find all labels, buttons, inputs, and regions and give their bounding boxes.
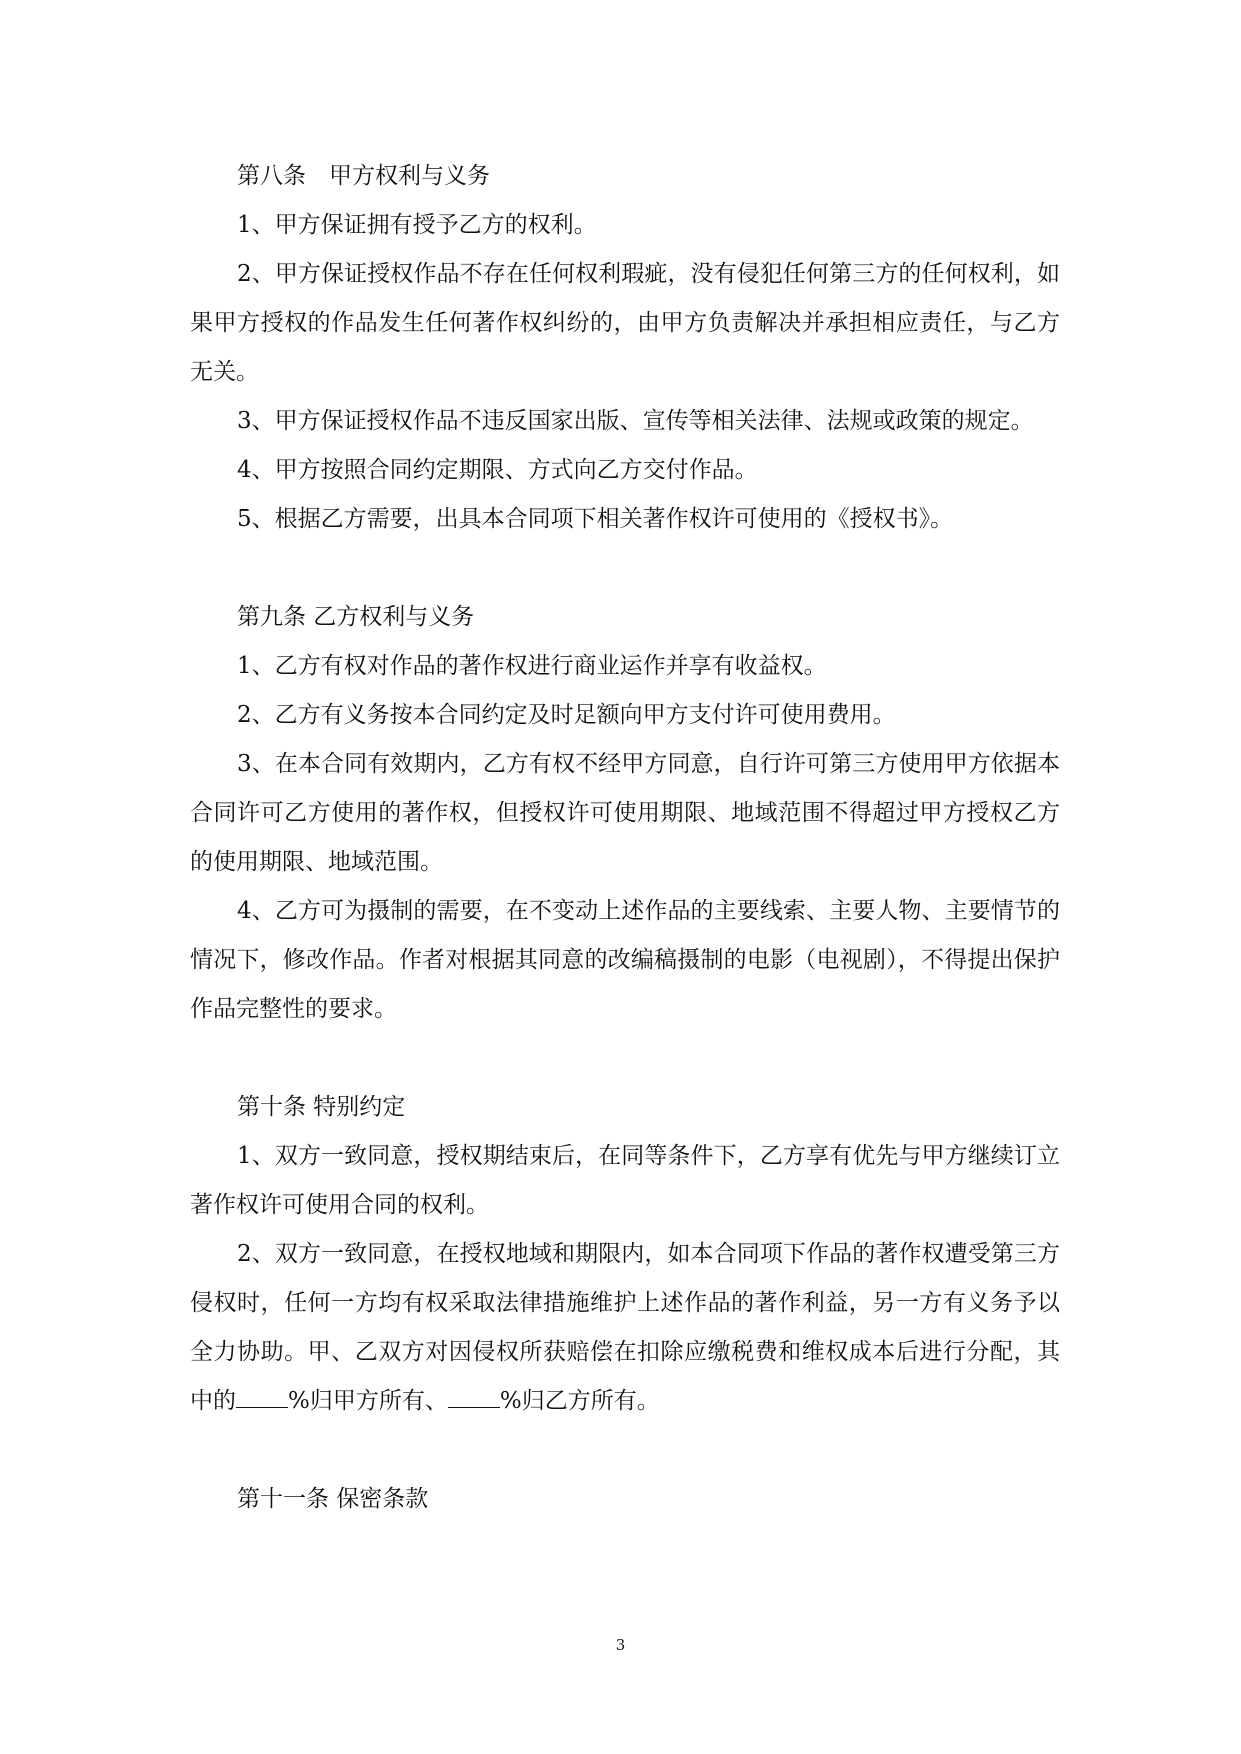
- section-9-clause-1: 1、乙方有权对作品的著作权进行商业运作并享有收益权。: [237, 653, 827, 679]
- section-9-heading: 第九条 乙方权利与义务: [237, 604, 475, 630]
- fill-in-blank-party-a-percent[interactable]: [236, 1387, 288, 1408]
- section-spacer: [190, 1034, 1060, 1083]
- section-10-clause-2: [190, 1230, 1060, 1426]
- section-8-clause-2: 2、甲方保证授权作品不存在任何权利瑕疵，没有侵犯任何第三方的任何权利，如果甲方授权的作品发生任何著作权纠纷的，由甲方负责解决并承担相应责任，与乙方无关。: [190, 261, 1060, 385]
- clause-text: 2、双方一致同意，在授权地域和期限内，如本合同项下作品的著作权遭受第三方侵权时，任何一方均有权采取法律措施维护上述作品的著作利益，另一方有义务予以全力协助。甲、乙双方对因侵权所获赔偿在扣除应缴税费和维权成本后进行分配，其中的: [190, 1241, 1060, 1414]
- section-8-clause-5: 5、根据乙方需要，出具本合同项下相关著作权许可使用的《授权书》。: [237, 506, 954, 532]
- document-body: [190, 152, 1060, 1524]
- section-8-clause-3: 3、甲方保证授权作品不违反国家出版、宣传等相关法律、法规或政策的规定。: [237, 408, 1034, 434]
- section-10-clause-1: 1、双方一致同意，授权期结束后，在同等条件下，乙方享有优先与甲方继续订立著作权许可使用合同的权利。: [190, 1143, 1060, 1218]
- section-11-heading: 第十一条 保密条款: [237, 1486, 429, 1512]
- section-8-clause-4: 4、甲方按照合同约定期限、方式向乙方交付作品。: [237, 457, 758, 483]
- clause-text: %归甲方所有、: [288, 1388, 448, 1414]
- section-spacer: [190, 544, 1060, 593]
- section-8-clause-1: 1、甲方保证拥有授予乙方的权利。: [237, 212, 597, 238]
- section-10-heading: 第十条 特别约定: [237, 1094, 406, 1120]
- section-spacer: [190, 1426, 1060, 1475]
- section-9-clause-3: 3、在本合同有效期内，乙方有权不经甲方同意，自行许可第三方使用甲方依据本合同许可乙方使用的著作权，但授权许可使用期限、地域范围不得超过甲方授权乙方的使用期限、地域范围。: [190, 751, 1060, 875]
- section-9-clause-4: 4、乙方可为摄制的需要，在不变动上述作品的主要线索、主要人物、主要情节的情况下，修改作品。作者对根据其同意的改编稿摄制的电影（电视剧），不得提出保护作品完整性的要求。: [190, 898, 1060, 1022]
- section-9-clause-2: 2、乙方有义务按本合同约定及时足额向甲方支付许可使用费用。: [237, 702, 896, 728]
- section-8-heading: 第八条 甲方权利与义务: [237, 163, 490, 189]
- page-number: 3: [615, 1636, 626, 1654]
- clause-text: %归乙方所有。: [499, 1388, 660, 1414]
- fill-in-blank-party-b-percent[interactable]: [448, 1387, 500, 1408]
